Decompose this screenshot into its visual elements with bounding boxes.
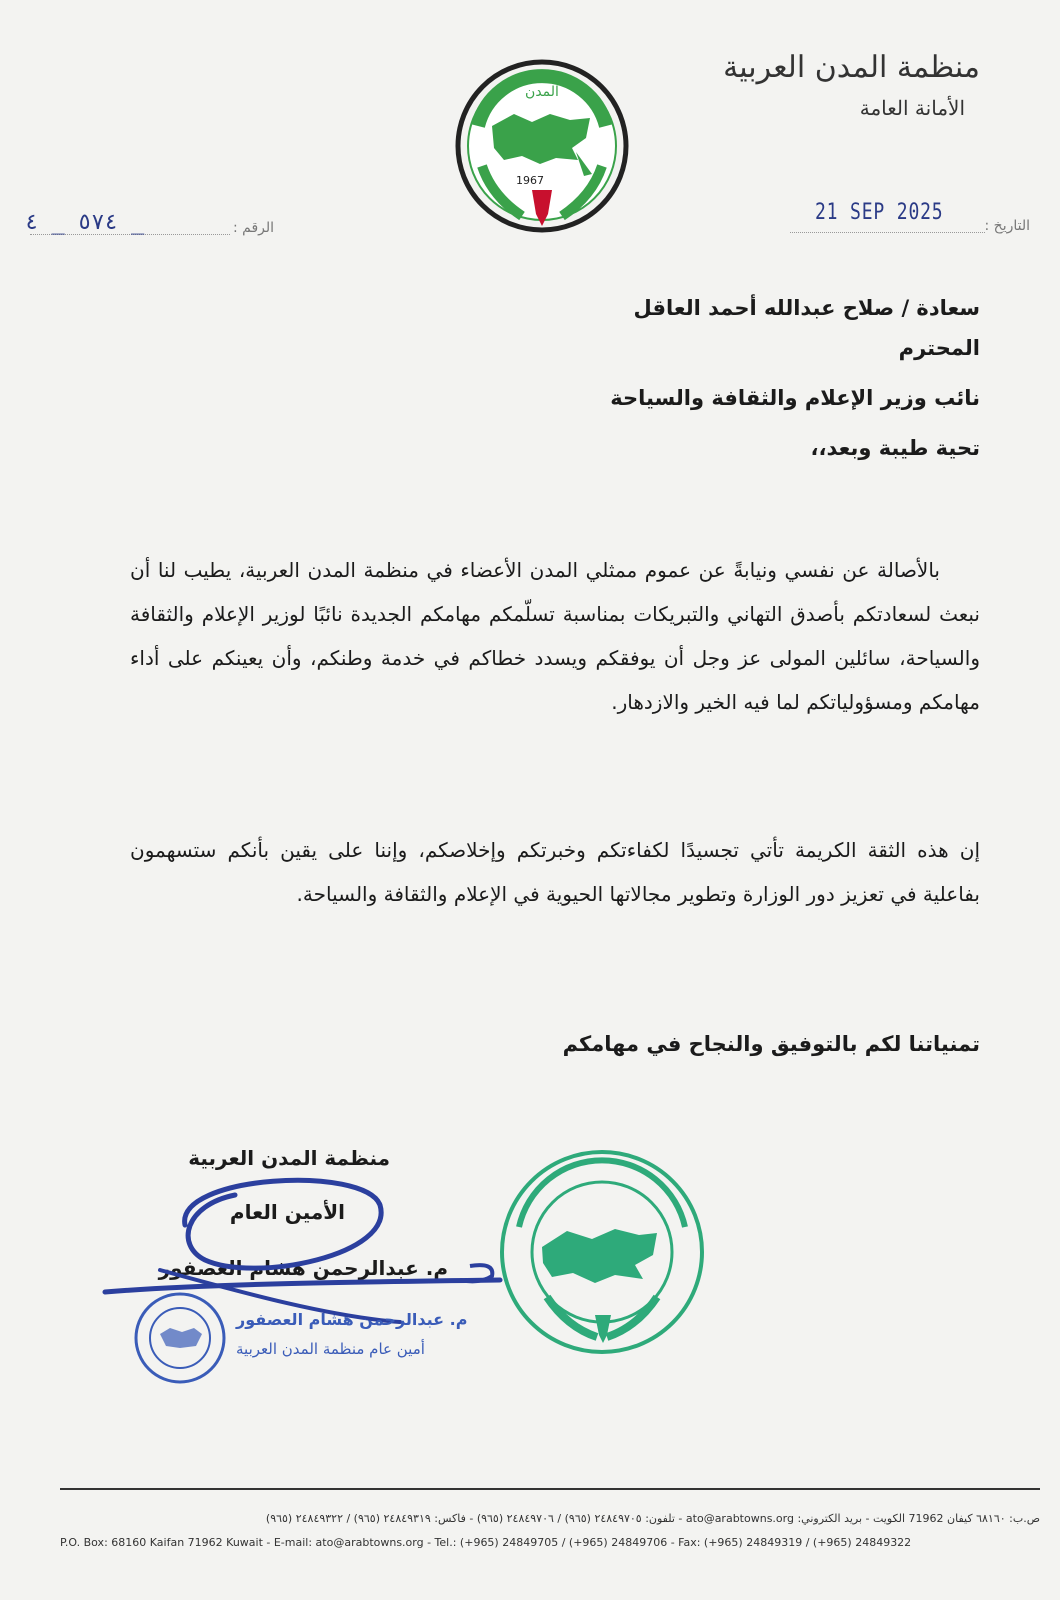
date-label: التاريخ : [984,218,1030,234]
official-stamp-blue [132,1290,228,1386]
signature-loop [165,1165,390,1277]
addressee-position: نائب وزير الإعلام والثقافة والسياحة [610,386,980,410]
body-paragraph-2: إن هذه الثقة الكريمة تأتي تجسيدًا لكفاءتكم وخبرتكم وإخلاصكم، وإننا على يقين بأنكم ستسهمون بفاعلية في تعزيز دور الوزارة وتطوير مجالاتها الحيوية في الإعلام والثقافة والسياحة. [130,838,980,906]
footer-contact-english: P.O. Box: 68160 Kaifan 71962 Kuwait - E-mail: ato@arabtowns.org - Tel.: (+965) 24849705 / (+965) 24849706 - Fax: (+965) 24849319 / (+965) 24849322 [60,1536,912,1549]
date-value: 21 SEP 2025 [815,200,944,225]
stamp-title: أمين عام منظمة المدن العربية [236,1340,425,1358]
organization-logo [452,56,632,236]
closing-line: تمنياتنا لكم بالتوفيق والنجاح في مهامكم [562,1032,980,1056]
org-subtitle: الأمانة العامة [859,96,965,120]
org-name: منظمة المدن العربية [723,50,980,85]
stamp-name: م. عبدالرحمن هشام العصفور [236,1310,468,1329]
addressee-name: سعادة / صلاح عبدالله أحمد العاقل [633,296,980,320]
logo-text: المدن [525,84,559,100]
footer-divider [60,1488,1040,1490]
footer-contact-arabic: ص.ب: ٦٨١٦٠ كيفان 71962 الكويت - بريد الكتروني: ato@arabtowns.org - تلفون: ٢٤٨٤٩٧٠٥ (٩٦٥) / ٢٤٨٤٩٧٠٦ (٩٦٥) - فاكس: ٢٤٨٤٩٣١٩ (٩٦٥) / ٢٤٨٤٩٣٢٢ (٩٦٥) [265,1512,1040,1525]
addressee-honorific: المحترم [898,336,980,360]
signature-name: م. عبدالرحمن هشام العصفور [158,1256,448,1280]
body-paragraph-1: بالأصالة عن نفسي ونيابةً عن عموم ممثلي المدن الأعضاء في منظمة المدن العربية، يطيب لنا أن نبعث لسعادتكم بأصدق التهاني والتبريكات بمناسبة تسلّمكم مهامكم الجديدة نائبًا لوزير الإعلام والثقافة والسياحة، سائلين المولى عز وجل أن يوفقكم ويسدد خطاكم في خدمة وطنكم، وأن يعينكم على أداء مهامكم ومسؤولياتكم لما فيه الخير والازدهار. [130,558,980,714]
logo-year: 1967 [516,174,544,187]
signature-title: الأمين العام [229,1200,345,1224]
official-stamp-green [497,1147,707,1357]
signature-org: منظمة المدن العربية [188,1146,390,1170]
greeting: تحية طيبة وبعد،، [810,436,980,460]
reference-label: الرقم : [233,220,275,236]
date-underline [790,232,985,233]
reference-number: ٥٧٤ _ ٤ _ [25,210,145,235]
